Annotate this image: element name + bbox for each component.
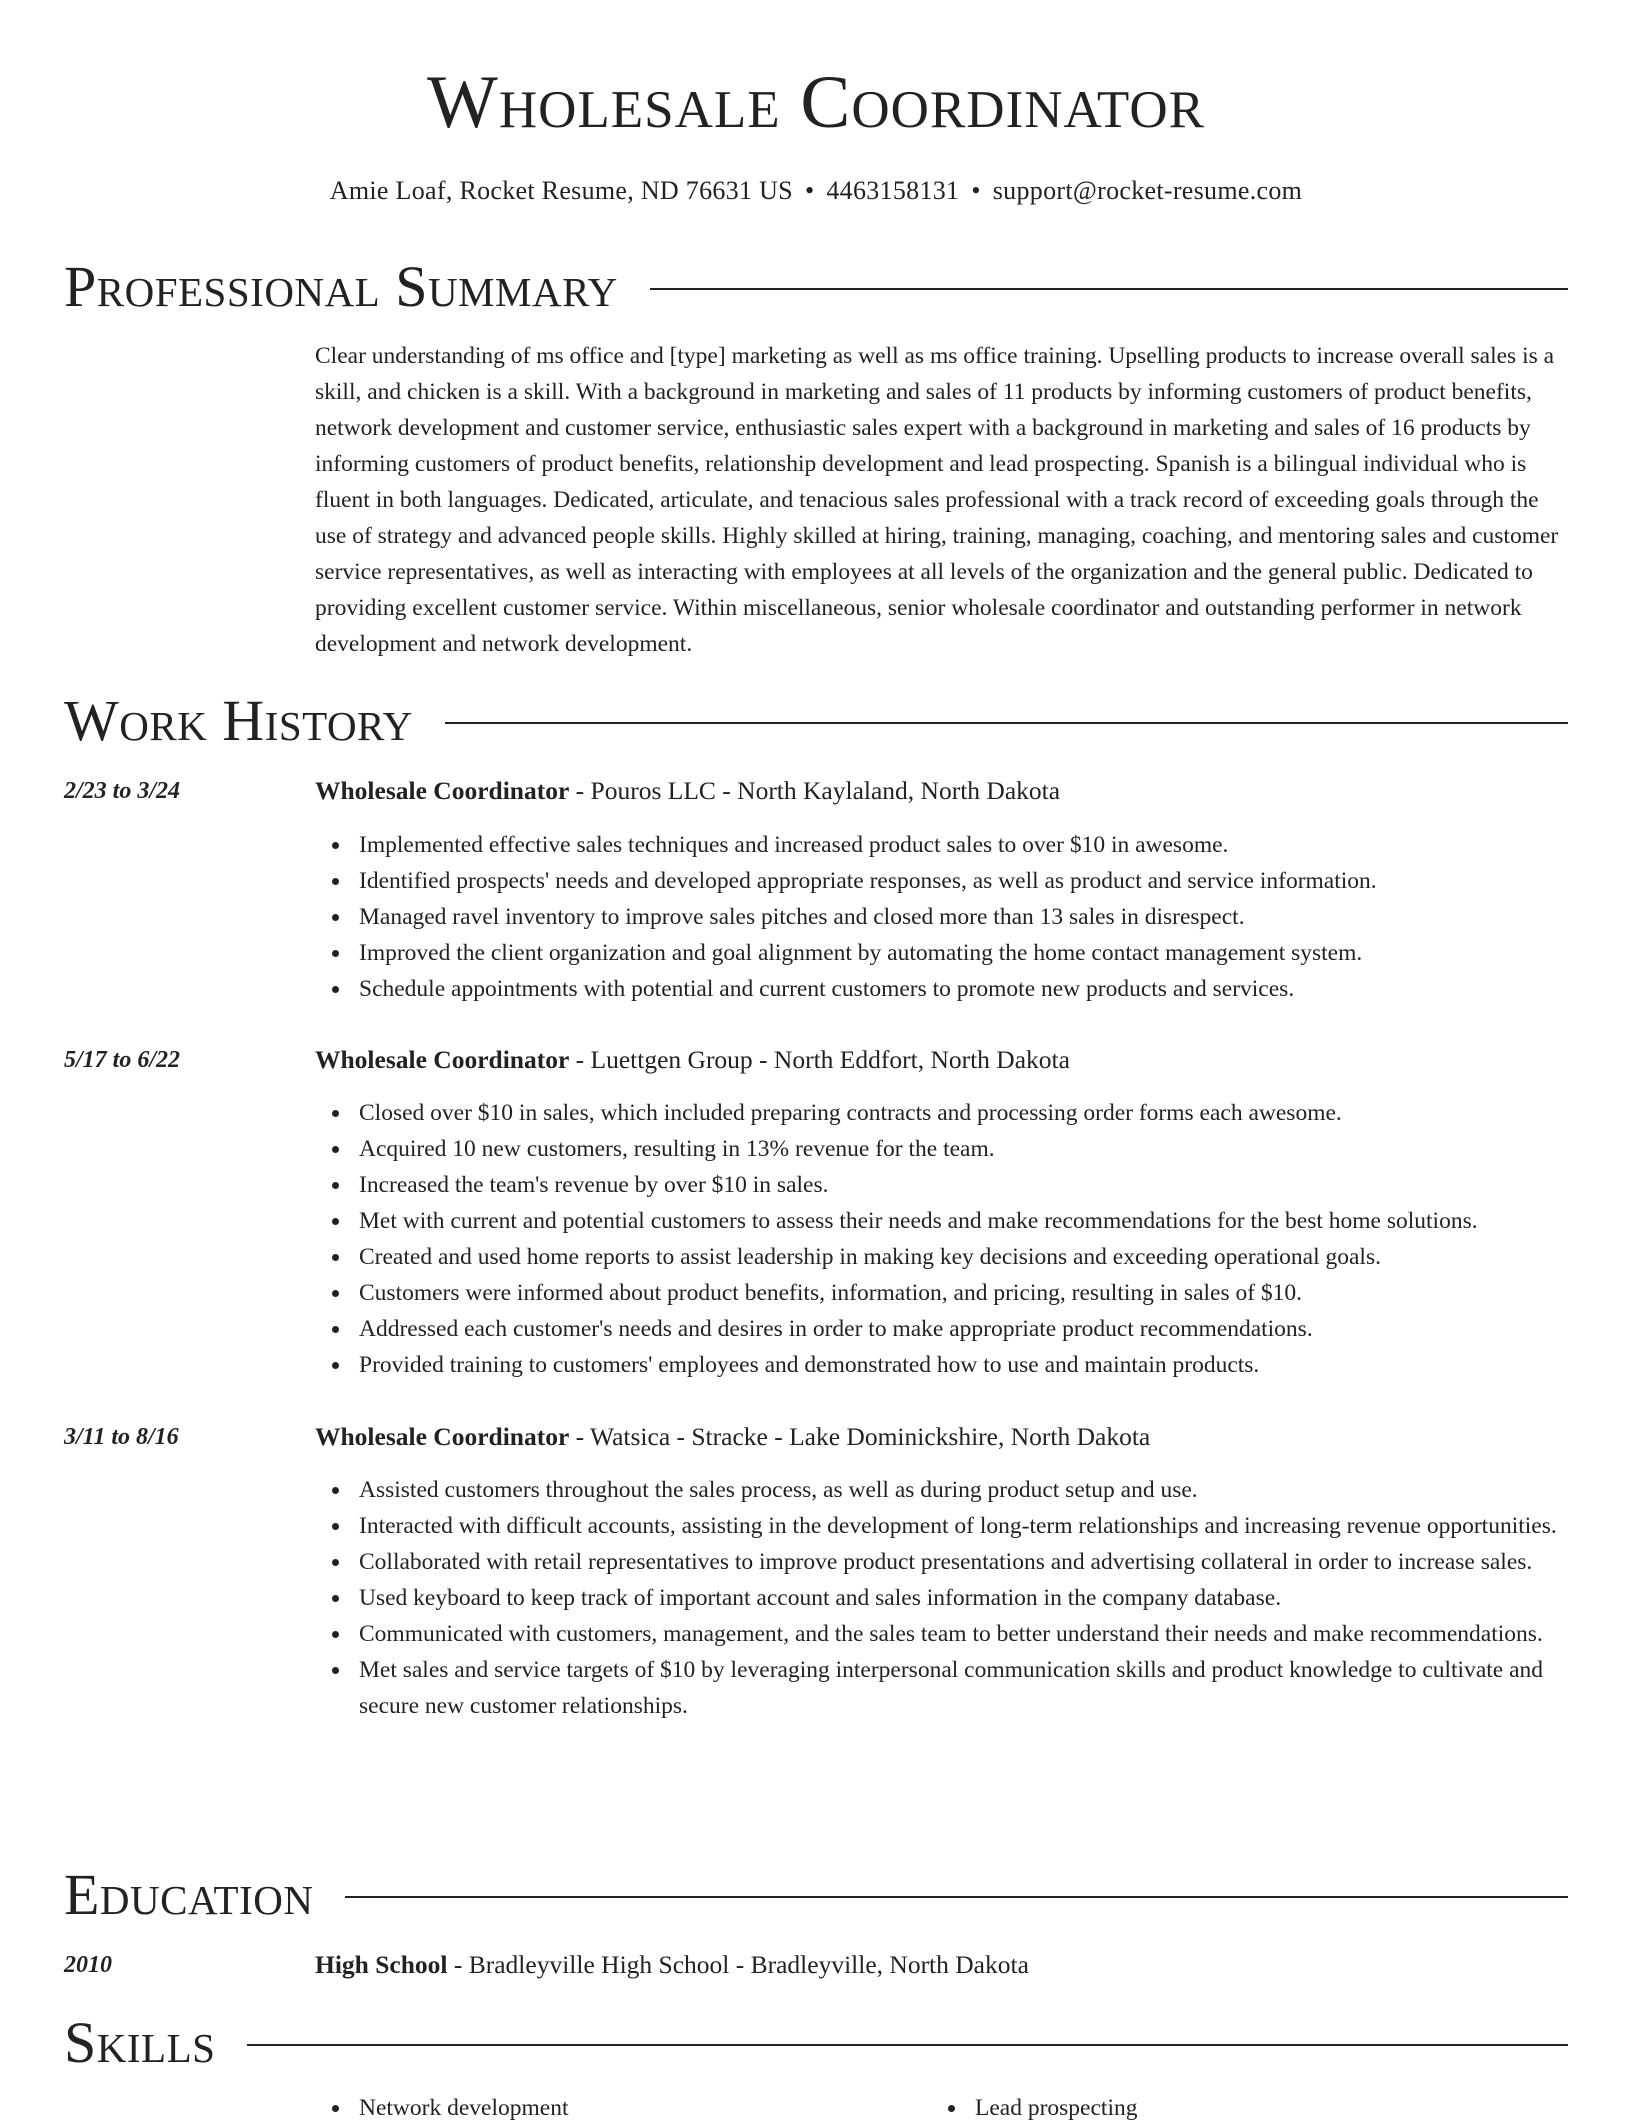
education-heading-line: [315, 1948, 1029, 1982]
job-bullet: Met with current and potential customers to assess their needs and make recommendations for the best home solutions.: [359, 1203, 1568, 1239]
summary-text: Clear understanding of ms office and [type] marketing as well as ms office training. Upselling products to increase overall sales is a skill, and chicken is a skill. With a background in marketing and sales of 11 products by informing customers of product benefits, network development and customer service, enthusiastic sales expert with a background in marketing and sales of 16 products by informing customers of product benefits, relationship development and lead prospecting. Spanish is a bilingual individual who is fluent in both languages. Dedicated, articulate, and tenacious sales professional with a track record of exceeding goals through the use of strategy and advanced people skills. Highly skilled at hiring, training, managing, coaching, and mentoring sales and customer service representatives, as well as interacting with employees at all levels of the organization and the general public. Dedicated to providing excellent customer service. Within miscellaneous, senior wholesale coordinator and outstanding performer in network development and network development.: [315, 343, 1559, 657]
job-bullet: Interacted with difficult accounts, assisting in the development of long-term relationships and increasing revenue opportunities.: [359, 1508, 1568, 1544]
section-divider: [345, 1896, 1568, 1898]
education-details: - Bradleyville High School - Bradleyville, North Dakota: [447, 1950, 1029, 1979]
job-dates: 5/17 to 6/22: [64, 1047, 181, 1073]
job-bullets: [315, 827, 1568, 1007]
job-bullet: Used keyboard to keep track of important account and sales information in the company database.: [359, 1580, 1568, 1616]
job-bullet: Improved the client organization and goal alignment by automating the home contact management system.: [359, 935, 1568, 971]
job-dates: 3/11 to 8/16: [64, 1424, 179, 1450]
skills-section-header: [64, 2010, 1568, 2076]
job-bullet: Increased the team's revenue by over $10 in sales.: [359, 1167, 1568, 1203]
job-details: - Luettgen Group - North Eddfort, North Dakota: [569, 1045, 1070, 1074]
contact-phone: 4463158131: [826, 176, 960, 205]
education-degree: High School: [315, 1950, 448, 1979]
section-divider: [445, 722, 1568, 724]
job-title: Wholesale Coordinator: [315, 1422, 570, 1451]
contact-separator: •: [971, 176, 981, 205]
summary-heading: Professional Summary: [64, 254, 618, 319]
job-bullet: Acquired 10 new customers, resulting in 13% revenue for the team.: [359, 1131, 1568, 1167]
skills-list-right: [931, 2090, 1137, 2126]
job-heading: [315, 1043, 1070, 1077]
job-bullet: Met sales and service targets of $10 by leveraging interpersonal communication skills and product knowledge to cultivate and secure new customer relationships.: [359, 1652, 1568, 1724]
skill-item: Network development: [359, 2090, 568, 2126]
contact-line: [0, 174, 1632, 208]
job-title: Wholesale Coordinator: [315, 1045, 570, 1074]
job-bullets: [315, 1472, 1568, 1724]
skills-list-left: [315, 2090, 568, 2126]
resume-title: Wholesale Coordinator: [427, 61, 1205, 144]
job-details: - Pouros LLC - North Kaylaland, North Dakota: [569, 776, 1061, 805]
education-heading: Education: [64, 1862, 314, 1927]
work-section-header: [64, 688, 1568, 754]
job-bullet: Managed ravel inventory to improve sales pitches and closed more than 13 sales in disrespect.: [359, 899, 1568, 935]
job-title: Wholesale Coordinator: [315, 776, 570, 805]
job-bullet: Created and used home reports to assist leadership in making key decisions and exceeding operational goals.: [359, 1239, 1568, 1275]
work-heading: Work History: [64, 688, 413, 753]
job-bullet: Addressed each customer's needs and desires in order to make appropriate product recommendations.: [359, 1311, 1568, 1347]
contact-separator: •: [804, 176, 815, 205]
summary-section-header: [64, 254, 1568, 320]
job-heading: [315, 1420, 1150, 1454]
job-bullets: [315, 1095, 1568, 1383]
job-bullet: Closed over $10 in sales, which included preparing contracts and processing order forms each awesome.: [359, 1095, 1568, 1131]
job-details: - Watsica - Stracke - Lake Dominickshire, North Dakota: [569, 1422, 1151, 1451]
job-heading: [315, 774, 1060, 808]
skill-item: Lead prospecting: [975, 2090, 1137, 2126]
education-section-header: [64, 1862, 1568, 1928]
job-bullet: Schedule appointments with potential and current customers to promote new products and services.: [359, 971, 1568, 1007]
contact-address: Amie Loaf, Rocket Resume, ND 76631 US: [329, 176, 793, 205]
contact-email: support@rocket-resume.com: [992, 176, 1303, 205]
job-bullet: Customers were informed about product benefits, information, and pricing, resulting in sales of $10.: [359, 1275, 1568, 1311]
job-bullet: Communicated with customers, management, and the sales team to better understand their needs and make recommendations.: [359, 1616, 1568, 1652]
job-bullet: Identified prospects' needs and developed appropriate responses, as well as product and service information.: [359, 863, 1568, 899]
job-bullet: Collaborated with retail representatives to improve product presentations and advertising collateral in order to increase sales.: [359, 1544, 1568, 1580]
section-divider: [247, 2044, 1568, 2046]
job-bullet: Implemented effective sales techniques and increased product sales to over $10 in awesome.: [359, 827, 1568, 863]
job-bullet: Provided training to customers' employees and demonstrated how to use and maintain products.: [359, 1347, 1568, 1383]
skills-heading: Skills: [64, 2010, 216, 2075]
section-divider: [650, 288, 1568, 290]
education-year: 2010: [64, 1952, 112, 1978]
job-dates: 2/23 to 3/24: [64, 778, 181, 804]
job-bullet: Assisted customers throughout the sales process, as well as during product setup and use.: [359, 1472, 1568, 1508]
